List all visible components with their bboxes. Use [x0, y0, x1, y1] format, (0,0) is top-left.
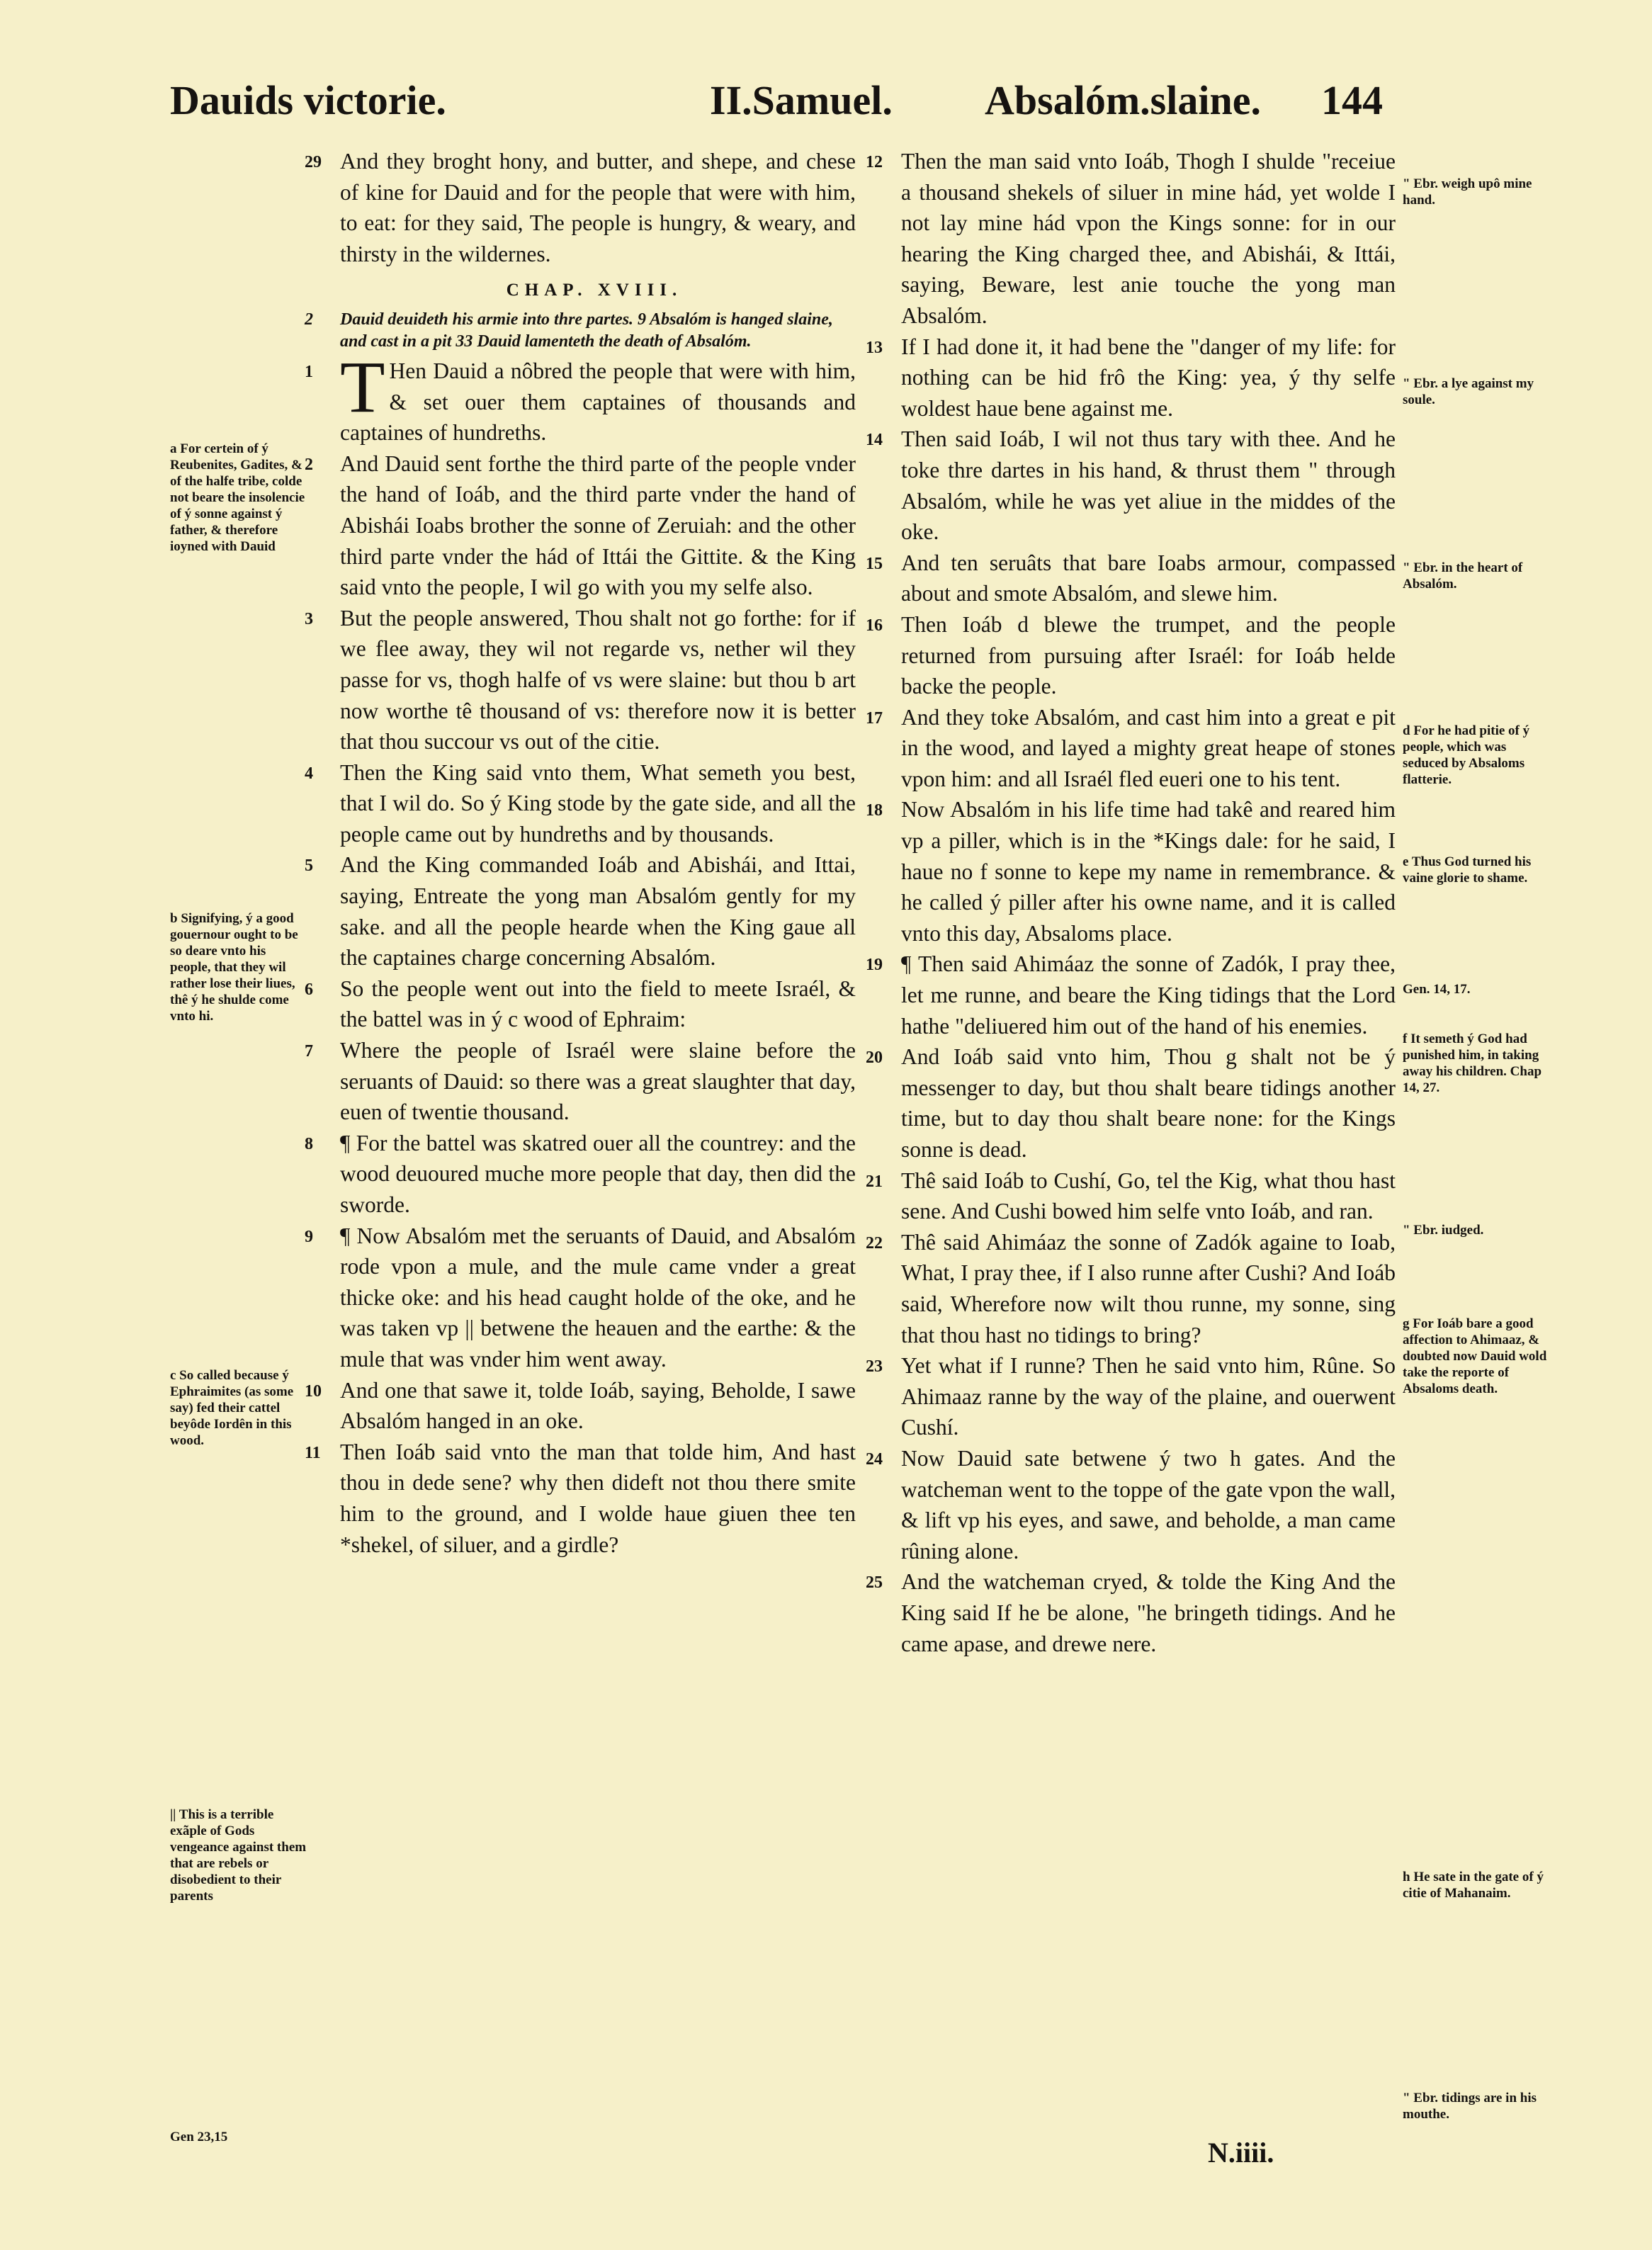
- verse-text: Yet what if I runne? Then he said vnto him, Rûne. So Ahimaaz ranne by the way of the plaine, and ouerwent Cushí.: [901, 1353, 1396, 1440]
- verse: [305, 1375, 856, 1437]
- running-head: [0, 77, 1652, 140]
- verse-number: 15: [866, 554, 883, 573]
- verse-number: 25: [866, 1573, 883, 1593]
- margin-note-f: f It semeth ý God had punished him, in taking away his children. Chap 14, 27.: [1403, 1031, 1542, 1095]
- margin-note-a: a For certein of ý Reubenites, Gadites, & of the halfe tribe, colde not beare the insolencie of ý sonne against ý father, & therefore ioyned with Dauid: [170, 441, 305, 554]
- verse-text: Then the man said vnto Ioáb, Thogh I shulde "receiue a thousand shekels of siluer in mine hád, yet wolde I not lay mine hád vpon the Kings sonne: for in our hearing the King charged thee, and Abishái, & Ittái, saying, Beware, lest anie touche the yong man Absalóm.: [901, 149, 1396, 328]
- verse-text: And one that sawe it, tolde Ioáb, saying, Beholde, I sawe Absalóm hanged in an oke.: [340, 1377, 856, 1434]
- signature-mark: N.iiii.: [1208, 2137, 1274, 2169]
- verse-text: And the King commanded Ioáb and Abishái, and Ittai, saying, Entreate the yong man Absalóm gently for my sake. and all the people hearde when the King gaue all the captaines charge concerning Absalóm.: [340, 852, 856, 971]
- verse: [305, 1035, 856, 1128]
- verse-number: 20: [866, 1048, 883, 1068]
- verse-text: So the people went out into the field to meete Israél, & the battel was in ý c wood of Ephraim:: [340, 976, 856, 1032]
- summary-text: Dauid deuideth his armie into thre partes. 9 Absalóm is hanged slaine, and cast in a pit 33 Dauid lamenteth the death of Absalóm.: [340, 310, 833, 351]
- verse-text: Thê said Ahimáaz the sonne of Zadók againe to Ioab, What, I pray thee, if I also runne after Cushi? And Ioáb said, Wherefore now wilt thou runne, my sonne, sing that thou hast no tidings to bring?: [901, 1229, 1396, 1347]
- verse-number: 22: [866, 1233, 883, 1253]
- verse: [866, 146, 1396, 332]
- margin-note-judged: " Ebr. iudged.: [1403, 1223, 1484, 1238]
- verse-text: Then Ioáb said vnto the man that tolde him, And hast thou in dede sene? why then dideft not thou there smite him to the ground, and I wolde haue giuen thee ten *shekel, of siluer, and a girdle?: [340, 1439, 856, 1557]
- verse: [866, 332, 1396, 424]
- verse-text: Now Absalóm in his life time had takê and reared him vp a piller, which is in the *Kings dale: for he said, I haue no f sonne to kepe my name in remembrance. & he called ý piller after his owne name, and it is called vnto this day, Absaloms place.: [901, 797, 1396, 946]
- header-book-title: II.Samuel.: [710, 77, 893, 123]
- verse-number: 3: [305, 609, 313, 628]
- header-left: Dauids victorie.: [170, 77, 446, 123]
- verse-number: 6: [305, 980, 313, 999]
- verse: [305, 1437, 856, 1560]
- page-number: 144: [1321, 77, 1383, 123]
- verse-number: 11: [305, 1443, 321, 1462]
- margin-note-weigh: " Ebr. weigh upô mine hand.: [1403, 176, 1532, 208]
- verse: [305, 849, 856, 973]
- verse-number: 16: [866, 616, 883, 635]
- verse-number: 23: [866, 1357, 883, 1376]
- margin-note-g: g For Ioáb bare a good affection to Ahimaaz, & doubted now Dauid wold take the reporte of Absaloms death.: [1403, 1316, 1547, 1396]
- verse: [305, 603, 856, 757]
- verse-number: 5: [305, 857, 313, 876]
- verse: [866, 702, 1396, 795]
- verse-text: ¶ For the battel was skatred ouer all the countrey: and the wood deuoured muche more people that day, then did the sworde.: [340, 1130, 856, 1217]
- verse-text: Then said Ioáb, I wil not thus tary with thee. And he toke thre dartes in his hand, & thrust them " through Absalóm, while he was yet aliue in the middes of the oke.: [901, 426, 1396, 545]
- summary-number: 2: [305, 310, 313, 329]
- verse: [866, 1227, 1396, 1350]
- verse-text: ¶ Then said Ahimáaz the sonne of Zadók, I pray thee, let me runne, and beare the King tidings that the Lord hathe "deliuered him out of the hand of his enemies.: [901, 951, 1396, 1039]
- margin-note-c: c So called because ý Ephraimites (as some say) fed their cattel beyôde Iordên in this wood.: [170, 1368, 294, 1448]
- right-text-column: [866, 146, 1396, 1659]
- verse: [305, 146, 856, 269]
- verse-text: But the people answered, Thou shalt not go forthe: for if we flee away, they wil not regarde vs, nether wil they passe for vs, thogh halfe of vs were slaine: but thou b art now worthe tê thousand of vs: therefore now it is better that thou succour vs out of the citie.: [340, 605, 856, 754]
- margin-note-heart: " Ebr. in the heart of Absalóm.: [1403, 560, 1523, 592]
- chapter-heading: CHAP. XVIII.: [506, 281, 683, 300]
- verse-number: 24: [866, 1449, 883, 1469]
- verse-number: 10: [305, 1381, 322, 1401]
- margin-note-lye: " Ebr. a lye against my soule.: [1403, 376, 1534, 407]
- verse-number: 7: [305, 1042, 313, 1061]
- verse-number: 18: [866, 801, 883, 820]
- verse-number: 12: [866, 153, 883, 171]
- verse-number: 21: [866, 1172, 883, 1191]
- verse-number: 4: [305, 764, 313, 783]
- verse: [866, 609, 1396, 702]
- verse-number: 19: [866, 956, 883, 975]
- verse: [866, 1165, 1396, 1227]
- verse: [866, 548, 1396, 609]
- margin-note-dagger: || This is a terrible exãple of Gods vengeance against them that are rebels or disobedient to their parents: [170, 1807, 307, 1904]
- left-text-column: [305, 146, 856, 1560]
- margin-note-gen14: Gen. 14, 17.: [1403, 982, 1471, 997]
- verse-text: Then Ioáb d blewe the trumpet, and the people returned from pursuing after Israél: for Ioáb helde backe the people.: [901, 611, 1396, 699]
- drop-cap: T: [340, 346, 385, 428]
- verse: [305, 757, 856, 850]
- header-right: Absalóm.slaine.: [985, 77, 1261, 123]
- verse-text: Then the King said vnto them, What semeth you best, that I wil do. So ý King stode by the gate side, and all the people came out by hundreths and by thousands.: [340, 759, 856, 847]
- verse: [305, 346, 856, 448]
- chapter-summary: [305, 309, 856, 353]
- margin-note-gen: Gen 23,15: [170, 2130, 228, 2144]
- verse-text: And the watcheman cryed, & tolde the King And the King said If he be alone, "he bringeth tidings. And he came apase, and drewe nere.: [901, 1569, 1396, 1656]
- verse: [305, 448, 856, 603]
- verse-text: And Dauid sent forthe the third parte of the people vnder the hand of Ioáb, and the third parte vnder the hand of Abishái Ioabs brother the sonne of Zeruiah: and the other third parte vnder the hád of Ittái the Gittite. & the King said vnto the people, I wil go with you my selfe also.: [340, 451, 856, 600]
- verse-text: Now Dauid sate betwene ý two h gates. And the watcheman went to the toppe of the gate vpon the wall, & lift vp his eyes, and sawe, and beholde, a man came rûning alone.: [901, 1445, 1396, 1564]
- verse-text: And Ioáb said vnto him, Thou g shalt not be ý messenger to day, but thou shalt beare tidings another time, but to day thou shalt beare none: for the Kings sonne is dead.: [901, 1044, 1396, 1162]
- margin-note-tidings: " Ebr. tidings are in his mouthe.: [1403, 2091, 1537, 2122]
- verse-text: Hen Dauid a nôbred the people that were with him, & set ouer them captaines of thousands and captaines of hundreths.: [340, 358, 856, 446]
- verse: [305, 1221, 856, 1375]
- margin-note-h: h He sate in the gate of ý citie of Mahanaim.: [1403, 1870, 1544, 1901]
- verse: [866, 1350, 1396, 1443]
- margin-note-b: b Signifying, ý a good gouernour ought to be so deare vnto his people, that they wil rather lose their liues, thê ý he shulde come vnto hi.: [170, 911, 298, 1024]
- verse: [866, 1443, 1396, 1566]
- verse: [866, 949, 1396, 1041]
- verse-number: 17: [866, 708, 883, 728]
- verse-text: Where the people of Israél were slaine before the seruants of Dauid: so there was a great slaughter that day, euen of twentie thousand.: [340, 1038, 856, 1125]
- verse-text: And ten seruâts that bare Ioabs armour, compassed about and smote Absalóm, and slewe him.: [901, 550, 1396, 606]
- verse-number: 13: [866, 338, 883, 357]
- verse-number: 9: [305, 1227, 313, 1246]
- verse-text: And they toke Absalóm, and cast him into a great e pit in the wood, and layed a mighty great heape of stones vpon him: and all Israél fled eueri one to his tent.: [901, 704, 1396, 791]
- verse: [866, 1041, 1396, 1165]
- verse: [866, 424, 1396, 547]
- margin-note-d: d For he had pitie of ý people, which was seduced by Absaloms flatterie.: [1403, 723, 1530, 787]
- verse-text: If I had done it, it had bene the "danger of my life: for nothing can be hid frô the King: yea, ý thy selfe woldest haue bene against me.: [901, 334, 1396, 421]
- verse: [305, 973, 856, 1035]
- verse-number: 1: [305, 362, 313, 381]
- verse-text: And they broght hony, and butter, and shepe, and chese of kine for Dauid and for the people that were with him, to eat: for they said, The people is hungry, & weary, and thirsty in the wildernes.: [340, 149, 856, 266]
- verse-number: 2: [305, 455, 313, 474]
- verse: [305, 1128, 856, 1221]
- verse: [866, 794, 1396, 949]
- verse: [866, 1566, 1396, 1659]
- verse-text: ¶ Now Absalóm met the seruants of Dauid, and Absalóm rode vpon a mule, and the mule came vnder a great thicke oke: and his head caught holde of the oke, and he was taken vp || betwene the heauen and the earthe: & the mule that was vnder him went away.: [340, 1223, 856, 1372]
- verse-number: 14: [866, 431, 883, 450]
- margin-note-e: e Thus God turned his vaine glorie to shame.: [1403, 854, 1532, 886]
- verse-text: Thê said Ioáb to Cushí, Go, tel the Kig, what thou hast sene. And Cushi bowed him selfe vnto Ioáb, and ran.: [901, 1168, 1396, 1224]
- verse-number: 8: [305, 1134, 313, 1153]
- verse-number: 29: [305, 153, 322, 171]
